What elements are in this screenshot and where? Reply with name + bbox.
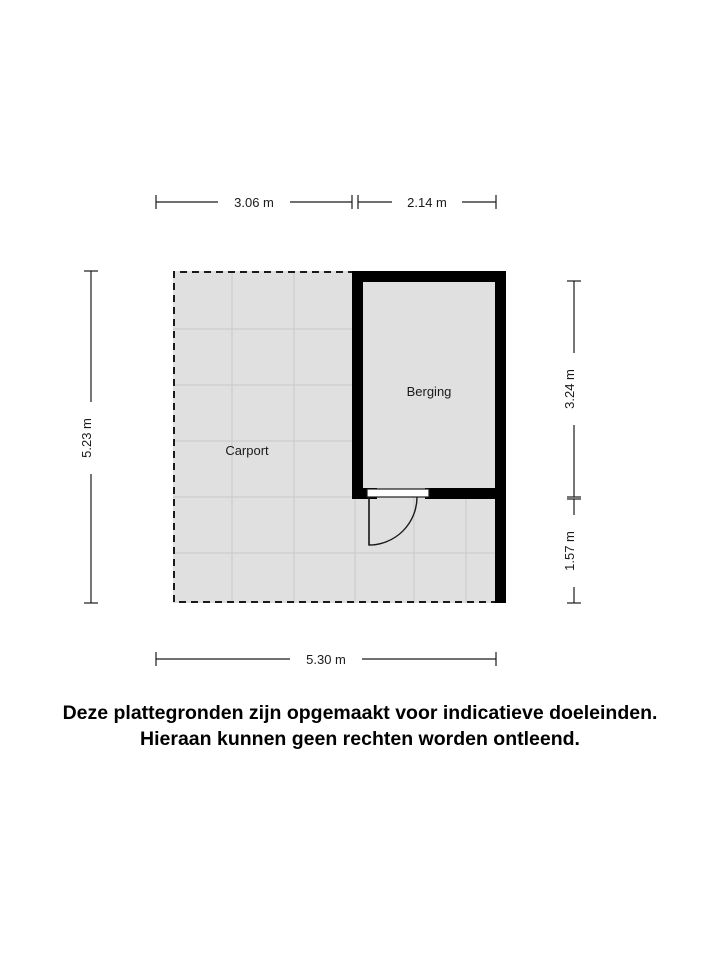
- disclaimer-line-2: Hieraan kunnen geen rechten worden ontleend.: [140, 728, 580, 751]
- wall-top: [352, 271, 506, 282]
- wall-right: [495, 271, 506, 603]
- wall-left: [352, 271, 363, 499]
- dimension-label-right-lower: 1.57 m: [562, 531, 577, 571]
- dimension-label-right-upper: 3.24 m: [562, 369, 577, 409]
- room-label-berging: Berging: [406, 384, 452, 399]
- disclaimer-text: [0, 700, 720, 753]
- dimension-label-top-right: 2.14 m: [407, 195, 447, 210]
- door-leaf-opening: [367, 489, 429, 497]
- dimension-label-top-left: 3.06 m: [234, 195, 274, 210]
- wall-bottom-right-segment: [425, 488, 506, 499]
- disclaimer-line-1: Deze plattegronden zijn opgemaakt voor indicatieve doeleinden.: [62, 702, 658, 724]
- dimension-label-left: 5.23 m: [79, 418, 94, 458]
- room-label-carport: Carport: [225, 443, 269, 458]
- dimension-label-bottom: 5.30 m: [306, 652, 346, 667]
